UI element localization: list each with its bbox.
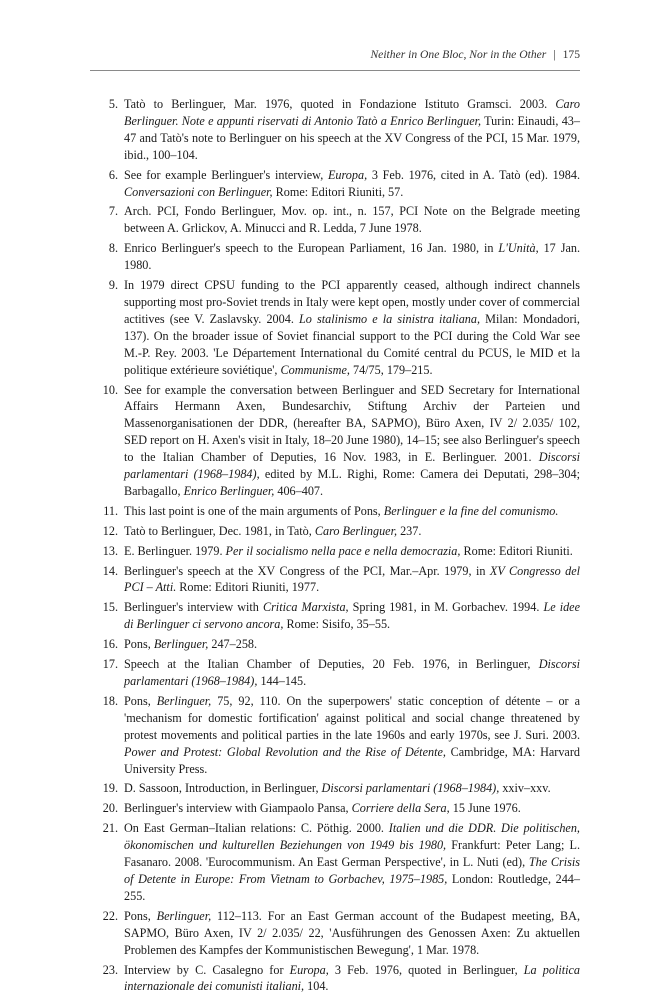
endnote-title-italic: Per il socialismo nella pace e nella democrazia,: [225, 543, 461, 558]
endnote-text-run: London: Routledge, 244–255.: [124, 871, 580, 903]
endnote-text-run: edited by M.L. Righi, Rome: Camera dei Deputati, 298–304; Barbagallo,: [124, 467, 580, 498]
endnote-number: 16.: [102, 637, 118, 652]
endnote-text: [124, 908, 580, 959]
endnote-title-italic: Lo stalinismo e la sinistra italiana,: [299, 311, 481, 326]
endnote-text: [124, 96, 580, 164]
endnote: [98, 693, 580, 778]
endnote-text: [124, 523, 580, 540]
running-title: Neither in One Bloc, Nor in the Other: [370, 48, 547, 61]
endnote-text-run: 75, 92, 110. On the superpowers' static conception of détente – or a 'mechanism for domestic fortification' against political and social change threatened by protest movements and political parties in the late 1960s and early 1970s, see J. Suri. 2003.: [124, 693, 580, 742]
endnote-text-run: Speech at the Italian Chamber of Deputies, 20 Feb. 1976, in Berlinguer,: [124, 657, 539, 672]
endnote-number: 19.: [102, 781, 118, 796]
endnote-number: 15.: [102, 600, 118, 615]
endnote-title-italic: Discorsi parlamentari (1968–1984),: [124, 450, 580, 482]
endnote: [98, 780, 580, 797]
endnote-text-run: Interview by C. Casalegno for: [124, 962, 290, 977]
endnote-text: [124, 800, 580, 817]
endnote-text-run: 17 Jan. 1980.: [124, 241, 580, 273]
endnote-title-italic: Caro Berlinguer. Note e appunti riservati di Antonio Tatò a Enrico Berlinguer,: [124, 97, 580, 128]
endnote-title-italic: The Crisis of Detente in Europe: From Vietnam to Gorbachev, 1975–1985,: [124, 855, 580, 886]
endnote-text-run: Pons,: [124, 637, 154, 652]
endnote-text-run: Arch. PCI, Fondo Berlinguer, Mov. op. int., n. 157, PCI Note on the Belgrade meeting between A. Grlickov, A. Minucci and R. Ledda, 7 June 1978.: [124, 204, 580, 236]
endnotes-list: [98, 96, 580, 998]
endnote-number: 17.: [102, 657, 118, 672]
endnote-text-run: Enrico Berlinguer's speech to the European Parliament, 16 Jan. 1980, in: [124, 241, 499, 256]
endnote-title-italic: Communisme,: [280, 362, 350, 377]
endnote-number: 7.: [108, 204, 118, 219]
header-separator: |: [553, 48, 556, 61]
endnote-number: 18.: [102, 693, 118, 708]
endnote-text-run: 74/75, 179–215.: [349, 362, 433, 377]
endnote: [98, 820, 580, 905]
endnote-text: [124, 563, 580, 597]
endnote-text-run: Turin: Einaudi, 43–47 and Tatò's note to Berlinguer on his speech at the XV Congress of the PCI, 15 Mar. 1979, ibid., 100–104.: [124, 113, 580, 162]
endnote-number: 9.: [108, 278, 118, 293]
endnote-text: [124, 693, 580, 778]
endnote-text-run: Rome: Editori Riuniti, 57.: [272, 184, 404, 199]
endnote-number: 11.: [103, 503, 118, 518]
endnote-text-run: In 1979 direct CPSU funding to the PCI apparently ceased, although indirect channels supporting most pro-Soviet trends in Italy were kept open, mostly under cover of commercial actitives (see V. Zaslavsky. 2004.: [124, 278, 580, 326]
endnote: [98, 599, 580, 633]
endnote-number: 22.: [102, 908, 118, 923]
endnote-text: [124, 780, 580, 797]
endnote-number: 14.: [102, 563, 118, 578]
endnote-text-run: Rome: Sisifo, 35–55.: [283, 617, 391, 632]
endnote-number: 20.: [102, 801, 118, 816]
endnote-text-run: Spring 1981, in M. Gorbachev. 1994.: [348, 600, 544, 615]
endnote-text: [124, 203, 580, 237]
endnote-text-run: This last point is one of the main arguments of Pons,: [124, 503, 384, 518]
endnote-text: [124, 277, 580, 378]
endnote-title-italic: Berlinguer,: [156, 908, 212, 923]
endnote-text: [124, 656, 580, 690]
endnote: [98, 908, 580, 959]
endnote-text: [124, 599, 580, 633]
endnote: [98, 636, 580, 653]
endnote-title-italic: Critica Marxista,: [262, 600, 349, 615]
endnote-title-italic: XV Congresso del PCI – Atti.: [124, 563, 581, 595]
endnote-text-run: On East German–Italian relations: C. Pöthig. 2000.: [124, 821, 389, 836]
endnote-text: [124, 962, 580, 996]
endnote: [98, 382, 580, 500]
endnote-text-run: Frankfurt: Peter Lang; L. Fasanaro. 2008. 'Eurocommunism. An East German Perspective', in L. Nuti (ed),: [124, 838, 580, 870]
endnote-text-run: xxiv–xxv.: [499, 781, 551, 796]
endnote-number: 10.: [102, 382, 118, 397]
endnote-title-italic: L'Unità,: [498, 241, 539, 256]
endnote-text-run: Cambridge, MA: Harvard University Press.: [124, 744, 580, 776]
endnote-text: [124, 820, 580, 905]
endnote-number: 12.: [102, 523, 118, 538]
endnote-text-run: Pons,: [124, 908, 157, 923]
endnote-title-italic: Enrico Berlinguer,: [183, 483, 275, 498]
endnote-number: 21.: [102, 821, 118, 836]
endnote-title-italic: Italien und die DDR. Die politischen, ökonomischen und kulturellen Beziehungen von 1949 bis 1980,: [124, 821, 580, 853]
endnote-text-run: 247–258.: [208, 637, 258, 652]
endnote-text-run: Tatò to Berlinguer, Mar. 1976, quoted in Fondazione Istituto Gramsci. 2003.: [124, 97, 556, 111]
endnote: [98, 962, 580, 996]
endnote-title-italic: Corriere della Sera,: [351, 801, 450, 816]
endnote-text-run: See for example Berlinguer's interview,: [124, 167, 328, 182]
endnote-number: 13.: [102, 543, 118, 558]
endnote-number: 23.: [102, 962, 118, 977]
endnote-text-run: Pons,: [124, 693, 157, 708]
endnote-title-italic: Europa,: [327, 167, 368, 182]
endnote-text-run: Milan: Mondadori, 137). On the broader issue of Soviet financial support to the PCI during the Cold War see M.-P. Rey. 2003. 'Le Département International du Comité central du PCUS, le MID et la politique extérieure soviétique',: [124, 311, 580, 377]
endnote-text: [124, 636, 580, 653]
running-header: [90, 48, 580, 61]
endnote-title-italic: Discorsi parlamentari (1968–1984),: [124, 657, 580, 688]
endnote-text: [124, 503, 580, 520]
endnote-text-run: 144–145.: [257, 674, 307, 688]
endnote-text-run: 104.: [304, 979, 329, 994]
endnote-text-run: 3 Feb. 1976, cited in A. Tatò (ed). 1984.: [367, 167, 580, 182]
endnote: [98, 167, 580, 201]
header-rule: [90, 70, 580, 71]
endnote: [98, 277, 580, 378]
endnote: [98, 800, 580, 817]
endnote: [98, 203, 580, 237]
page-number: 175: [562, 48, 580, 61]
endnote-number: 8.: [108, 241, 118, 256]
endnote-text: [124, 240, 580, 274]
endnote-number: 6.: [108, 167, 118, 182]
endnote-text-run: D. Sassoon, Introduction, in Berlinguer,: [124, 781, 322, 796]
endnote-title-italic: Caro Berlinguer,: [314, 523, 398, 538]
endnote-text-run: See for example the conversation between Berlinguer and SED Secretary for International Affairs Hermann Axen, Bundesarchiv, Stiftung Archiv der Parteien und Massenorganisationen der DDR, (hereafter BA, SAPMO), Büro Axen, IV 2/ 2.035/ 102, SED report on H. Axen's visit in Italy, 18–20 June 1980), 14–15; see also Berlinguer's speech to the Italian Chamber of Deputies, 16 Nov. 1983, in E. Berlinguer. 2001.: [124, 382, 580, 465]
endnote: [98, 96, 580, 164]
endnote-text-run: Tatò to Berlinguer, Dec. 1981, in Tatò,: [124, 523, 315, 538]
endnote-text-run: 15 June 1976.: [449, 801, 521, 816]
endnote: [98, 563, 580, 597]
endnote-text-run: 406–407.: [274, 483, 324, 498]
endnote-text-run: 112–113. For an East German account of the Budapest meeting, BA, SAPMO, Büro Axen, IV 2/ 2.035/ 22, 'Ausführungen des Genossen Axen: Zu aktuellen Problemen des Kampfes der Kommunistischen Bewegung', 1 Mar. 1978.: [124, 908, 580, 957]
endnote-text: [124, 543, 580, 560]
endnote-text-run: Rome: Editori Riuniti.: [460, 543, 573, 558]
endnote-title-italic: Berlinguer,: [153, 637, 209, 652]
endnote-title-italic: Berlinguer e la fine del comunismo.: [383, 503, 559, 518]
endnote-title-italic: Europa,: [289, 962, 329, 977]
endnote-text-run: E. Berlinguer. 1979.: [124, 543, 226, 558]
endnote-text-run: Berlinguer's interview with Giampaolo Pansa,: [124, 801, 352, 816]
endnote-title-italic: La politica internazionale dei comunisti italiani,: [124, 962, 581, 994]
endnote-title-italic: Berlinguer,: [156, 693, 212, 708]
endnote: [98, 543, 580, 560]
endnote: [98, 523, 580, 540]
endnote-text: [124, 167, 580, 201]
endnote-text-run: Berlinguer's speech at the XV Congress of the PCI, Mar.–Apr. 1979, in: [124, 563, 490, 578]
endnote: [98, 240, 580, 274]
endnote-title-italic: Le idee di Berlinguer ci servono ancora,: [124, 600, 580, 632]
endnote-title-italic: Discorsi parlamentari (1968–1984),: [321, 781, 500, 796]
endnote-text-run: Berlinguer's interview with: [124, 600, 263, 615]
endnote: [98, 656, 580, 690]
endnote-text: [124, 382, 580, 500]
endnote-number: 5.: [108, 97, 118, 111]
endnote-title-italic: Power and Protest: Global Revolution and the Rise of Détente,: [124, 744, 446, 759]
endnote: [98, 503, 580, 520]
endnote-text-run: 3 Feb. 1976, quoted in Berlinguer,: [328, 962, 524, 977]
endnote-text-run: 237.: [397, 523, 422, 538]
endnote-title-italic: Conversazioni con Berlinguer,: [124, 184, 273, 199]
endnote-text-run: Rome: Editori Riuniti, 1977.: [176, 580, 320, 595]
